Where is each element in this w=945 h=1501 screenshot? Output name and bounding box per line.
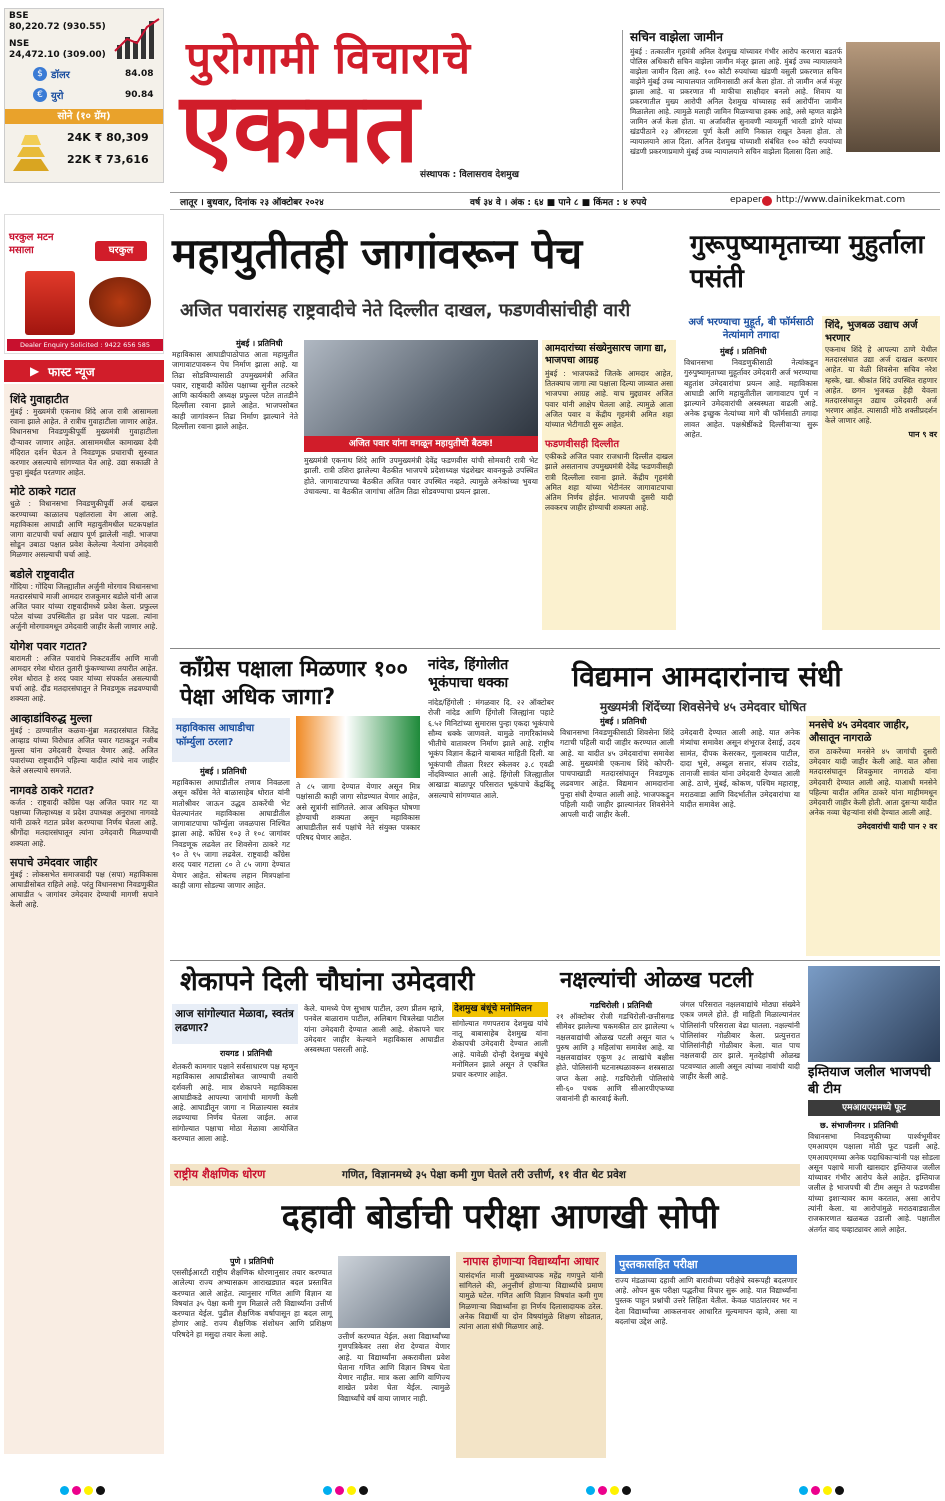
ad-dealer: Dealer Enquiry Solicited : 9422 656 585 <box>7 339 163 351</box>
divider-1 <box>170 648 940 649</box>
fast-news-item <box>10 855 158 911</box>
guru-sub2-body: एकनाथ शिंदे हे आपल्या ठाणे येथील मतदारसंघात उद्या अर्ज दाखल करणार आहेत. या वेळी शिवसेना सचिव नरेश म्हस्के, खा. श्रीकांत शिंदे उपस्थित राहणार आहेत. छगन भुजबळ हेही येवला मतदारसंघातून उद्याच उमेदवारी अर्ज भरणार आहेत. त्यासाठी मोठे शक्तीप्रदर्शन केले जाणार आहे. <box>825 345 937 426</box>
shekap-dateline: रायगड । प्रतिनिधी <box>220 1049 273 1058</box>
exam-box1-title: नापास होणाऱ्या विद्यार्थ्यांना आधार <box>463 1255 599 1268</box>
top-story-divider <box>622 30 623 190</box>
vidyaman-dateline: मुंबई । प्रतिनिधी <box>600 717 647 726</box>
fast-news-item-body: मुंबई : लोकसभेत समाजवादी पक्ष (सपा) महाविकास आघाडीसोबत राहिले आहे. परंतु विधानसभा निवडणुकीत आघाडीत ५ जागांवर उमेदवार देण्याची मागणी सपाने केली आहे. <box>10 869 158 910</box>
fast-news-icon: ▶ <box>30 364 40 378</box>
euro-label: युरो <box>51 91 64 102</box>
nanded-headline: नांदेड, हिंगोलीत भूकंपाचा धक्का <box>428 657 509 691</box>
exam-box2-body: राज्य मंडळाच्या दहावी आणि बारावीच्या परीक्षेचे स्वरूपही बदलणार आहे. ओपन बुक परीक्षा पद्धतीचा विचार सुरू आहे. यात विद्यार्थ्यांना पुस्तक पाहून प्रश्नांची उत्तरे लिहिता येतील. केवळ पाठांतरावर भर न देता विद्यार्थ्यांच्या आकलनावर आधारित मूल्यमापन व्हावे, असा या बदलांचा उद्देश आहे. <box>615 1276 797 1326</box>
education-banner <box>170 1164 800 1186</box>
top-story <box>630 28 940 190</box>
ad-panel <box>4 214 164 354</box>
website-link[interactable]: http://www.dainikekmat.com <box>776 195 906 205</box>
main-dateline: मुंबई । प्रतिनिधी <box>236 339 283 348</box>
exam-col1: एससीईआरटी राष्ट्रीय शैक्षणिक धोरणानुसार तयार करण्यात आलेल्या राज्य अभ्यासक्रम आराखड्यात बदल प्रस्तावित करण्यात आले आहेत. त्यानुसार गणित आणि विज्ञान या विषयांत ३५ पेक्षा कमी गुण मिळाले तरी विद्यार्थ्यांना उत्तीर्ण करण्यात येईल. पुढील शैक्षणिक वर्षापासून हा बदल लागू होणार आहे. राज्य शैक्षणिक संशोधन आणि प्रशिक्षण परिषदेने हा मसुदा तयार केला आहे. <box>172 1268 335 1339</box>
mns-box-footer: उमेदवारांची यादी पान २ वर <box>857 822 937 832</box>
mns-box <box>806 716 940 956</box>
naxal-body: २१ ऑक्टोबर रोजी गडचिरोली-छत्तीसगड सीमेवर झालेल्या चकमकीत ठार झालेल्या ५ नक्षलवाद्यांची ओळख पटली असून यात ५ पुरुष आणि ३ महिलांचा समावेश आहे. या नक्षलवाद्यांवर एकूण ३८ लाखांचे बक्षीस होते. पोलिसांनी घटनास्थळावरून शस्त्रसाठा जप्त केला आहे. गडचिरोली पोलिसांचे सी-६० पथक आणि सीआरपीएफच्या जवानांनी ही कारवाई केली. <box>556 1012 677 1104</box>
congress-dateline: मुंबई । प्रतिनिधी <box>200 767 247 776</box>
exam-headline: दहावी बोर्डाची परीक्षा आणखी सोपी <box>281 1197 719 1237</box>
guru-sub1-title: अर्ज भरण्याचा मुहूर्त, बी फॉर्मसाठी नेत्यांमागे तगादा <box>688 317 814 341</box>
fast-news-item <box>10 783 158 849</box>
gold-24k: 24K ₹ 80,309 <box>67 131 149 144</box>
naxal-headline: नक्षल्यांची ओळख पटली <box>560 968 753 993</box>
registration-marks <box>60 1480 920 1494</box>
jaleel-subhead: एमआयएममध्ये फूट <box>808 1100 940 1116</box>
shekap-headline: शेकापने दिली चौघांना उमेदवारी <box>180 967 475 997</box>
guru-sub2-box <box>822 316 940 630</box>
guru-continued: पान ९ वर <box>908 429 937 439</box>
fast-news-title: फास्ट न्यूज <box>48 365 95 379</box>
fast-news-item-body: बारामती : अजित पवारांचे निकटवर्तीय आणि माजी आमदार रमेश थोरात तुतारी फुंकण्याच्या तयारीत आहेत. रमेश थोरात हे शरद पवार यांच्या संपर्कात असल्याची चर्चा आहे. दौंड मतदारसंघातून ते निवडणूक लढवण्याची शक्यता आहे. <box>10 653 158 704</box>
ad-logo: घरकुल <box>95 241 147 261</box>
main-sidebar-box <box>542 340 676 630</box>
exam-box2 <box>612 1252 800 1458</box>
gold-bars-icon <box>11 131 51 175</box>
congress-col2: ते ८५ जागा देण्यात येणार असून मित्र पक्षांसाठी काही जागा सोडण्यात येणार आहेत, असे सूत्रांनी सांगितले. आज अधिकृत घोषणा होण्याची शक्यता असून महाविकास आघाडीतील सर्व पक्षांचे नेते संयुक्त पत्रकार परिषद घेणार आहेत. <box>296 782 423 843</box>
ad-dish-image <box>89 277 151 327</box>
top-story-photo <box>846 42 940 152</box>
fast-news-item-title: बडोले राष्ट्रवादीत <box>10 567 74 581</box>
mns-box-body: राज ठाकरेंच्या मनसेने ४५ जागांची दुसरी उमेदवार यादी जाहीर केली आहे. यात औसा मतदारसंघातून शिवकुमार नागराळे यांना उमेदवारी देण्यात आली आहे. याआधी मनसेने पहिल्या यादीत अमित ठाकरे यांना माहीममधून उमेदवारी जाहीर केली होती. आता दुसऱ्या यादीत अनेक नव्या चेहऱ्यांना संधी देण्यात आली आहे. <box>809 747 937 818</box>
congress-body: महाविकास आघाडीतील तणाव निवळला असून काँग्रेस नेते बाळासाहेब थोरात यांनी मातोश्रीवर जाऊन उद्धव ठाकरेंची भेट घेतल्यानंतर महाविकास आघाडीतील जागावाटपाचा फॉर्म्युला जवळपास निश्चित झाला आहे. काँग्रेस १०३ ते १०८ जागांवर निवडणूक लढवेल तर शिवसेना ठाकरे गट ९० ते ९५ जागा लढवेल. राष्ट्रवादी काँग्रेस शरद पवार गटाला ८० ते ८५ जागा देण्यात येणार आहेत. सोबतच लहान मित्रपक्षांना काही जागा सोडल्या जाणार आहेत. <box>172 778 293 890</box>
vidyaman-headline: विद्यमान आमदारांनाच संधी <box>572 660 842 693</box>
fast-news-item <box>10 392 158 478</box>
main-photo-caption: अजित पवार यांना वगळून महायुतीची बैठक! <box>304 436 538 452</box>
exam-box2-title: पुस्तकासहित परीक्षा <box>615 1255 797 1274</box>
euro-icon: € <box>33 88 47 102</box>
masthead-title: एकमत <box>180 72 419 184</box>
bse-label: BSE <box>9 11 29 21</box>
epaper-icon <box>762 196 772 206</box>
deshmukh-box <box>450 1000 550 1152</box>
dollar-value: 84.08 <box>125 69 154 79</box>
main-sidebar2-body: एकीकडे अजित पवार राजधानी दिल्लीत दाखल झाले असतानाच उपमुख्यमंत्री देवेंद्र फडणवीसही रात्री दिल्लीला रवाना झाले. केंद्रीय गृहमंत्री अमित शहा यांच्या भेटीनंतर जागावाटपाचा अंतिम निर्णय होईल. भाजपची दुसरी यादी लवकरच जाहीर होण्याची शक्यता आहे. <box>545 452 673 513</box>
congress-photo <box>296 716 420 778</box>
bse-value: 80,220.72 (930.55) <box>9 22 106 32</box>
fast-news-item-body: मुंबई : ठाण्यातील कळवा-मुंब्रा मतदारसंघात जितेंद्र आव्हाड यांच्या विरोधात अजित पवार गटाकडून नजीब मुल्ला यांना उमेदवारी देण्यात येणार आहे. अजित पवारांच्या राष्ट्रवादीने पहिल्या यादीत त्यांचे नाव जाहीर केले असल्याचे समजते. <box>10 725 158 776</box>
shekap-body: शेतकरी कामगार पक्षाने सर्वसाधारण पक्ष म्हणून महाविकास आघाडीसोबत जाण्याची तयारी दर्शवली आहे. मात्र शेकापने महाविकास आघाडीकडे आपल्या जागांची मागणी केली आहे. आघाडीतून जागा न मिळाल्यास स्वतंत्र लढण्याचा निर्णय घेतला जाईल. आज सांगोल्यात पक्षाचा मोठा मेळावा आयोजित करण्यात आला आहे. <box>172 1062 301 1144</box>
fast-news-item-title: शिंदे गुवाहाटीत <box>10 393 69 406</box>
guru-headline: गुरूपुष्यामृताच्या मुहुर्ताला पसंती <box>690 230 925 294</box>
deshmukh-title: देशमुख बंधूंचे मनोमिलन <box>452 1002 548 1017</box>
congress-headline: काँग्रेस पक्षाला मिळणार १०० पेक्षा अधिक जागा? <box>180 657 408 710</box>
naxal-dateline: गडचिरोली । प्रतिनिधी <box>590 1001 653 1010</box>
fast-news-header <box>4 360 164 382</box>
jaleel-body: विधानसभा निवडणुकीच्या पार्श्वभूमीवर एमआयएम पक्षाला मोठी फूट पडली आहे. एमआयएमच्या अनेक पदाधिकाऱ्यांनी पक्ष सोडला असून पक्षाचे माजी खासदार इम्तियाज जलील यांच्यावर गंभीर आरोप केले आहेत. इम्तियाज जलील हे भाजपची बी टीम असून ते फडणवीस यांच्या इशाऱ्यावर काम करतात, असा आरोप त्यांनी केला. या आरोपांमुळे मराठवाड्यातील राजकारणात खळबळ उडाली आहे. पक्षातील अंतर्गत वाद चव्हाट्यावर आले आहेत. <box>808 1132 943 1234</box>
masthead-tagline: पुरोगामी विचाराचे <box>186 33 472 84</box>
fast-news-item-body: कर्जत : राष्ट्रवादी काँग्रेस पक्ष अजित पवार गट या पक्षाच्या जिल्हाध्यक्ष व प्रदेश उपाध्यक्ष अनुराधा नागवडे यांनी ठाकरे गटात प्रवेश करण्याचा निर्णय घेतला आहे. श्रीगोंदा मतदारसंघातून त्यांना उमेदवारी मिळण्याची शक्यता आहे. <box>10 797 158 848</box>
shekap-box-title: आज सांगोल्यात मेळावा, स्वतंत्र लढणार? <box>172 1004 298 1044</box>
deshmukh-body: सांगोल्यात गणपतराव देशमुख यांचे नातू बाबासाहेब देशमुख यांना शेकापची उमेदवारी देण्यात आली आहे. यावेळी दोन्ही देशमुख बंधूंचे मनोमिलन झाले असून ते एकत्रित प्रचार करणार आहेत. <box>452 1019 548 1080</box>
stock-chart-icon <box>113 15 161 61</box>
main-sidebar2-title: फडणवीसही दिल्लीत <box>545 439 620 451</box>
fast-news-item-title: मोटे ठाकरे गटात <box>10 485 76 499</box>
top-story-body: मुंबई : तत्कालीन गृहमंत्री अनिल देशमुख यांच्यावर गंभीर आरोप करणारा बडतर्फ पोलिस अधिकारी सचिन वाझेला जामीन मंजूर झाला आहे. मुंबई उच्च न्यायालयाने वाझेला जामीन दिला आहे. १०० कोटी रुपयांच्या खंडणी वसुली प्रकरणात सचिन वाझेने मुंबई उच्च न्यायालयात जामिनासाठी अर्ज केला होता. तो जामीन अर्ज मंजूर झाला आहे. या प्रकरणात मी माफीचा साक्षीदार बनलो आहे. शिवाय या प्रकरणातील मुख्य आरोपी अनिल देशमुख यांच्यासह सर्व आरोपींना जामीन मिळालेला आहे. त्यामुळे मलाही जामिन मिळण्याचा हक्क आहे, असे म्हणत वाझेने जामिन अर्ज केला होता. या अर्जावरील सुनावणी न्यायमूर्ती भारती डांगरे यांच्या खंडपीठाने २३ ऑगस्टला पूर्ण केली आणि निकाल राखून ठेवला होता. तो न्यायालयाने आज दिला. अनिल देशमुख यांच्याशी संबंधित १०० कोटी रुपयांच्या खंडणी प्रकरणाप्रमाणे मुंबई उच्च न्यायालयाने सचिन वाझेला दिलासा दिला आहे. <box>630 47 845 156</box>
exam-box1-body: यासंदर्भात माजी मुख्याध्यापक महेंद्र गणपुले यांनी सांगितले की, अनुत्तीर्ण होणाऱ्या विद्यार्थ्यांचे प्रमाण यामुळे घटेल. गणित आणि विज्ञान विषयांत कमी गुण मिळणाऱ्या विद्यार्थ्यांना हा निर्णय दिलासादायक ठरेल. अनेक विद्यार्थी या दोन विषयांमुळे शिक्षण सोडतात, त्यांना आता संधी मिळणार आहे. <box>459 1271 603 1332</box>
education-banner-left: राष्ट्रीय शैक्षणिक धोरण <box>174 1167 266 1181</box>
fast-news-item-title: आव्हाडांविरुद्ध मुल्ला <box>10 711 92 725</box>
fast-news-item <box>10 484 158 560</box>
main-subhead: अजित पवारांसह राष्ट्रवादीचे नेते दिल्लीत दाखल, फडणवीसांचीही वारी <box>180 300 631 321</box>
dollar-label: डॉलर <box>51 70 70 81</box>
vidyaman-subhead: मुख्यमंत्री शिंदेंच्या शिवसेनेचे ४५ उमेदवार घोषित <box>600 700 807 714</box>
top-story-title: सचिन वाझेला जामीन <box>630 30 723 44</box>
vidyaman-col2: उमेदवारी देण्यात आली आहे. यात अनेक मंत्र्यांचा समावेश असून शंभूराज देसाई, उदय सामंत, दीपक केसरकर, गुलाबराव पाटील, दादा भुसे, अब्दुल सत्तार, संजय राठोड, तानाजी सावंत यांना उमेदवारी देण्यात आली आहे. ठाणे, मुंबई, कोकण, पश्चिम महाराष्ट्र, मराठवाडा आणि विदर्भातील उमेदवारांचा या यादीत समावेश आहे. <box>680 728 803 810</box>
exam-box1 <box>456 1252 606 1458</box>
mns-box-title: मनसेचे ४५ उमेदवार जाहीर, औसातून नागराळे <box>809 720 910 744</box>
main-photo <box>304 340 538 436</box>
dateline-bar <box>170 192 940 210</box>
fast-news-item-body: मुंबई : मुख्यमंत्री एकनाथ शिंदे आज रात्री आसामला रवाना झाले आहेत. ते रात्रीच गुवाहाटीला जाणार आहेत. विधानसभा निवडणुकीपूर्वी मुख्यमंत्री गुवाहाटीला दौऱ्यावर जाणार आहेत. आसाममधील कामाख्या देवी मंदिरात दर्शन घेऊन ते निवडणूक प्रचाराची सुरुवात करणार असल्याचे सांगण्यात येत आहे. उद्या सकाळी ते पुन्हा मुंबईत परतणार आहेत. <box>10 407 158 478</box>
fast-news-item-title: योगेश पवार गटात? <box>10 639 88 653</box>
shekap-col2: केले. यामध्ये पेण सुभाष पाटील, उरण प्रीतम म्हात्रे, पनवेल बाळाराम पाटील, अलिबाग चित्रलेखा पाटील यांना उमेदवारी देण्यात आली आहे. शेकापने चार उमेदवार जाहीर केल्याने महाविकास आघाडीत अस्वस्थता पसरली आहे. <box>304 1004 447 1055</box>
fast-news-item-title: नागवडे ठाकरे गटात? <box>10 783 95 797</box>
main-sidebar-body: मुंबई : भाजपकडे जितके आमदार आहेत, तितक्याच जागा त्या पक्षाला दिल्या जाव्यात असा भाजपचा आग्रह आहे. याच मुद्द्यावर अजित पवार यांनी आक्षेप घेतला आहे. त्यामुळे आता अजित पवार व केंद्रीय गृहमंत्री अमित शहा यांच्यात भेटीगाठी सुरू आहेत. <box>545 369 673 430</box>
markets-panel <box>4 8 164 183</box>
nse-label: NSE <box>9 39 30 49</box>
jaleel-photo <box>808 966 940 1062</box>
epaper-label: epaper <box>730 195 762 205</box>
main-col2: मुख्यमंत्री एकनाथ शिंदे आणि उपमुख्यमंत्री देवेंद्र फडणवीस यांची सोमवारी रात्री भेट झाली. रात्री उशिरा झालेल्या बैठकीत भाजपचे प्रदेशाध्यक्ष चंद्रशेखर बावनकुळे उपस्थित होते. जागावाटपाच्या बैठकीत अजित पवार उपस्थित नव्हते. त्यामुळे अनेकांच्या भुवया उंचावल्या. या बैठकीत जागांचा अंतिम तिढा सोडवण्याचा प्रयत्न झाला. <box>304 456 541 496</box>
main-col1: महाविकास आघाडीपाठोपाठ आता महायुतीत जागावाटपावरून पेच निर्माण झाला आहे. या तिढा सोडविण्यासाठी उपमुख्यमंत्री अजित पवार, राष्ट्रवादी काँग्रेस पक्षाच्या सुनील तटकरे आणि कार्यकारी अध्यक्ष प्रफुल्ल पटेल तातडीने दिल्लीला रवाना झाले आहेत. भाजपसोबत काही जागांवरून तिढा निर्माण झाल्याने नेते दिल्लीला रवाना झाले आहेत. <box>172 350 301 432</box>
exam-photo <box>338 1256 450 1328</box>
congress-box-title: महाविकास आघाडीचा फॉर्म्युला ठरला? <box>172 718 290 762</box>
vidyaman-col1: विधानसभा निवडणुकीसाठी शिवसेना शिंदे गटाची पहिली यादी जाहीर करण्यात आली आहे. या यादीत ४५ उमेदवारांचा समावेश आहे. मुख्यमंत्री एकनाथ शिंदे कोपरी-पाचपाखाडी मतदारसंघातून निवडणूक लढवणार आहेत. विद्यमान आमदारांना पुन्हा संधी देण्यात आली आहे. भाजपकडून पहिली यादी जाहीर झाल्यानंतर शिवसेनेने आपली यादी जाहीर केली. <box>560 728 677 820</box>
naxal-col2: जंगल परिसरात नक्षलवाद्यांचे मोठ्या संख्येने एकत्र जमले होते. ही माहिती मिळाल्यानंतर पोलिसांनी परिसराला वेढा घातला. नक्षल्यांनी पोलिसांवर गोळीबार केला. प्रत्युत्तरात पोलिसांनीही गोळीबार केला. यात पाच नक्षलवादी ठार झाले. मृतदेहांची ओळख पटवण्यात आली असून त्यांच्या नावांची यादी जाहीर केली आहे. <box>680 1000 803 1082</box>
main-headline: महायुतीतही जागांवरून पेच <box>172 229 583 278</box>
dollar-icon: $ <box>33 67 47 81</box>
fast-news-item <box>10 639 158 705</box>
education-banner-right: गणित, विज्ञानमध्ये ३५ पेक्षा कमी गुण घेतले तरी उत्तीर्ण, ११ वीत थेट प्रवेश <box>342 1169 626 1181</box>
euro-value: 90.84 <box>125 90 154 100</box>
masthead-issue: वर्ष ३४ वे । अंक : ६४ ■ पाने ८ ■ किंमत : ४ रुपये <box>470 198 647 208</box>
fast-news-item <box>10 711 158 777</box>
nse-value: 24,472.10 (309.00) <box>9 50 106 60</box>
guru-sub1-dateline: मुंबई । प्रतिनिधी <box>720 347 767 356</box>
gold-label: सोने (१० ग्रॅम) <box>5 109 163 124</box>
masthead-founder: संस्थापक : विलासराव देशमुख <box>420 170 520 180</box>
jaleel-headline: इम्तियाज जलील भाजपची बी टीम <box>808 1065 931 1097</box>
main-sidebar-title: आमदारांच्या संख्येनुसारच जागा द्या, भाजपचा आग्रह <box>545 343 667 366</box>
guru-sub1-body: विधानसभा निवडणुकीसाठी नेत्यांकडून गुरुपुष्यामृताच्या मुहूर्तावर उमेदवारी अर्ज भरण्याचा बहुतांश उमेदवारांचा प्रयत्न आहे. महाविकास आघाडी आणि महायुतीतील जागावाटप पूर्ण न झाल्याने उमेदवारांची अस्वस्थता वाढली आहे. अनेक इच्छुक नेत्यांच्या मागे बी फॉर्मसाठी तगादा लावत आहेत. पक्षश्रेष्ठींकडे दिल्लीवाऱ्या सुरू आहेत. <box>684 358 821 440</box>
nanded-body: नांदेड/हिंगोली : मंगळवार दि. २२ ऑक्टोबर रोजी नांदेड आणि हिंगोली जिल्ह्यांना पहाटे ६.५२ मिनिटांच्या सुमारास पुन्हा एकदा भूकंपाचे सौम्य धक्के जाणवले. यामुळे नागरिकांमध्ये भीतीचे वातावरण निर्माण झाले आहे. राष्ट्रीय भूकंप विज्ञान केंद्राने याबाबत माहिती दिली. या भूकंपाची तीव्रता रिश्टर स्केलवर ३.८ एवढी नोंदविण्यात आली आहे. हिंगोली जिल्ह्यातील आखाडा बाळापूर परिसरात भूकंपाचे केंद्रबिंदू असल्याचे सांगण्यात आले. <box>428 698 557 800</box>
exam-dateline: पुणे । प्रतिनिधी <box>230 1257 274 1266</box>
ad-packet-image <box>25 271 75 335</box>
fast-news-item-title: सपाचे उमेदवार जाहीर <box>10 855 98 869</box>
fast-news-item <box>10 567 158 633</box>
guru-sub2-title: शिंदे, भुजबळ उद्याच अर्ज भरणार <box>825 320 918 344</box>
masthead-dateline: लातूर । बुधवार, दिनांक २३ ऑक्टोबर २०२४ <box>180 198 324 208</box>
fast-news-item-body: गोंदिया : गोंदिया जिल्ह्यातील अर्जुनी मोरगाव विधानसभा मतदारसंघाचे माजी आमदार राजकुमार बडोले यांनी आज अजित पवार यांच्या राष्ट्रवादीमध्ये प्रवेश केला. प्रफुल्ल पटेल यांच्या उपस्थितीत हा प्रवेश पार पडला. त्यांना अर्जुनी मोरगावमधून उमेदवारी जाहीर केली जाणार आहे. <box>10 581 158 632</box>
exam-col2: उत्तीर्ण करण्यात येईल. अशा विद्यार्थ्यांच्या गुणपत्रिकेवर तसा शेरा देण्यात येणार आहे. या विद्यार्थ्यांना अकरावीला प्रवेश घेताना गणित आणि विज्ञान विषय घेता येणार नाहीत. मात्र कला आणि वाणिज्य शाखेत प्रवेश घेता येईल. त्यामुळे विद्यार्थ्यांचे वर्ष वाया जाणार नाही. <box>338 1332 453 1403</box>
gold-22k: 22K ₹ 73,616 <box>67 153 149 166</box>
divider-2 <box>170 960 940 961</box>
fast-news-list <box>4 384 164 1454</box>
jaleel-dateline: छ. संभाजीनगर । प्रतिनिधी <box>820 1121 899 1130</box>
ad-label: घरकुल मटन मसाला <box>9 232 54 256</box>
fast-news-item-body: धुळे : विधानसभा निवडणुकीपूर्वी अर्ज दाखल करण्याच्या काळातच पक्षांतराला वेग आला आहे. महाविकास आघाडी आणि महायुतीमधील घटकपक्षांत जागा वाटपाची चर्चा अद्याप पूर्ण झालेली नाही. भाजपा सोडून उबाठा पक्षात प्रवेश केलेल्या नेत्यांना उमेदवारी मिळणार असल्याची चर्चा आहे. <box>10 499 158 560</box>
